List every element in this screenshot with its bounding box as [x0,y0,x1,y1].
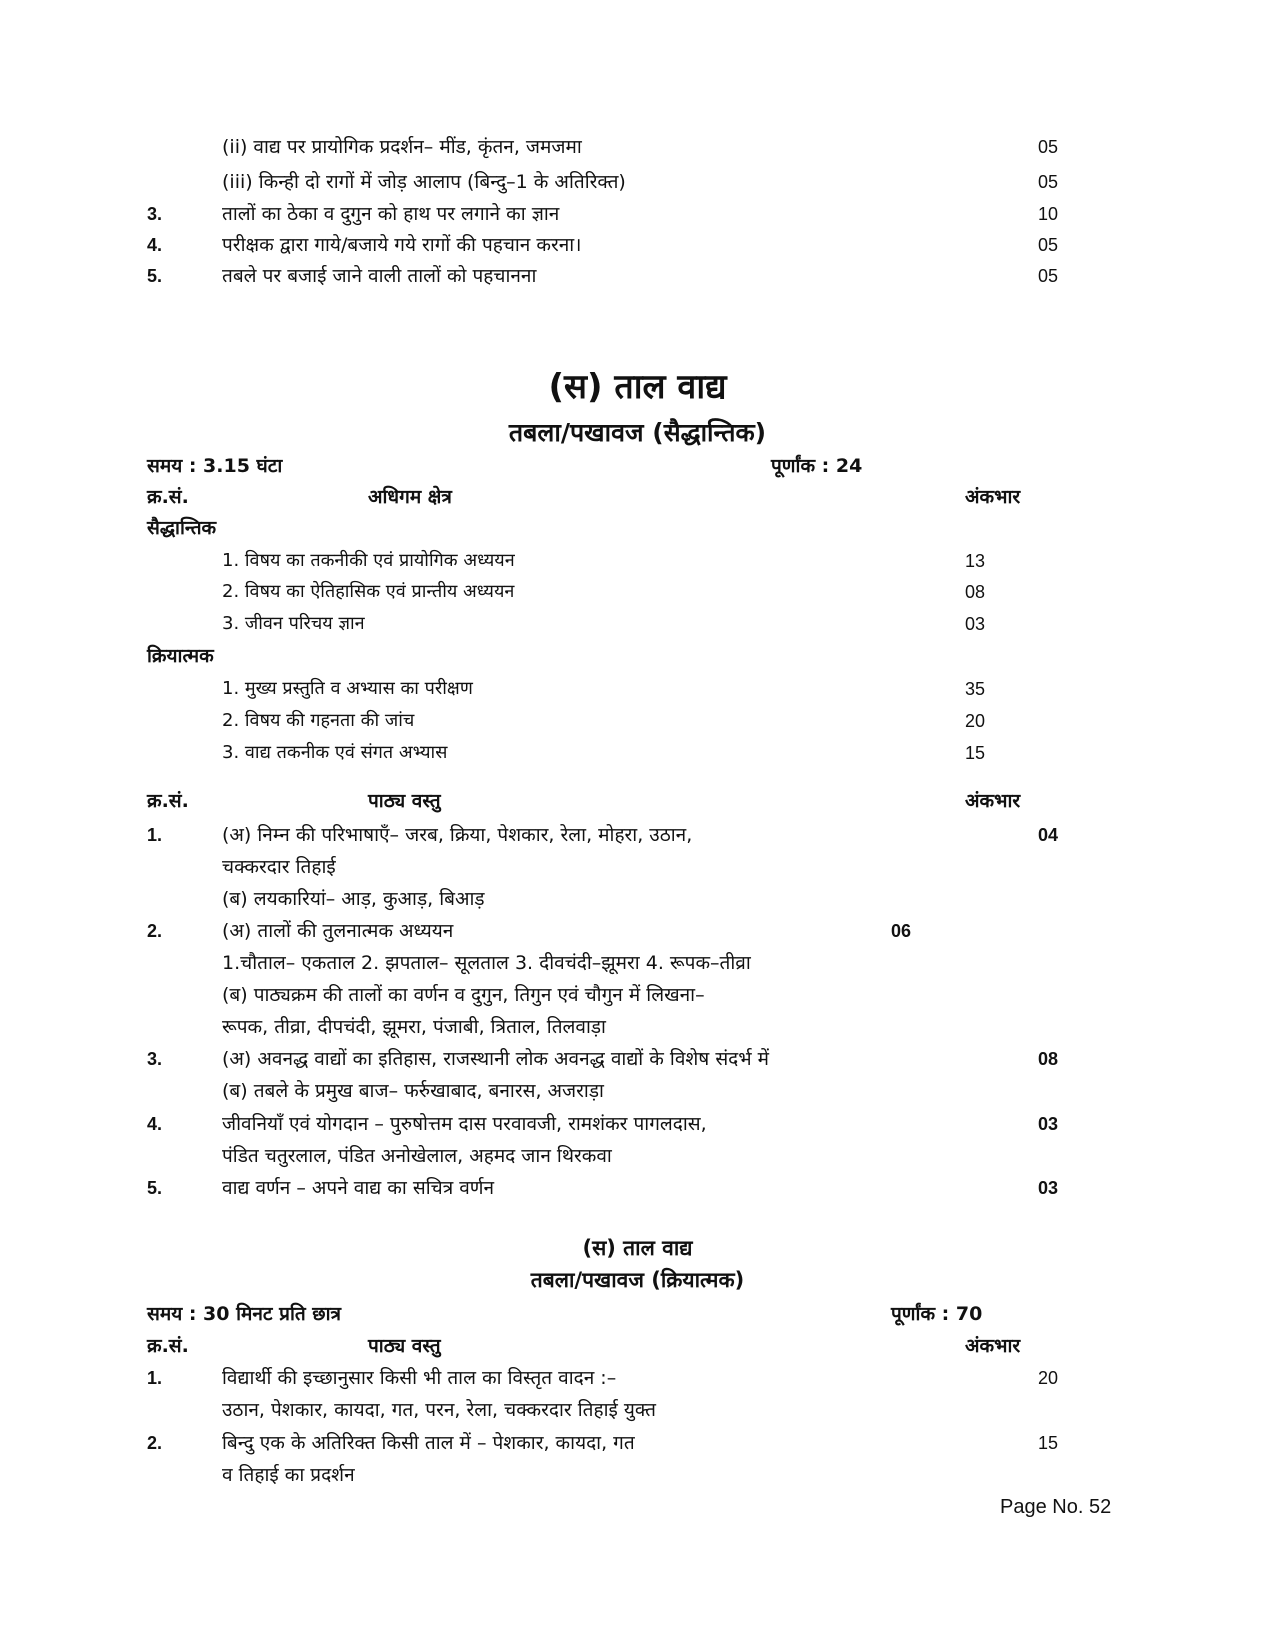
content-text: वाद्य वर्णन – अपने वाद्य का सचित्र वर्णन [222,1177,495,1199]
list-item [0,131,1275,163]
section-subtitle: तबला/पखावज (क्रियात्मक) [530,1268,745,1292]
content-row [0,1172,1275,1204]
content-row [0,1043,1275,1075]
item-number: 4. [147,235,163,255]
section-subtitle: तबला/पखावज (सैद्धान्तिक) [508,418,767,447]
item-marks: 10 [1038,204,1059,224]
item-text: परीक्षक द्वारा गाये/बजाये गये रागों की पहचान करना। [222,234,582,256]
content-text: 1.चौताल– एकताल 2. झपताल– सूलताल 3. दीवचंदी–झूमरा 4. रूपक–तीव्रा [222,952,751,974]
content-row [0,979,1275,1011]
section-title: (स) ताल वाद्य [548,367,727,407]
content-row [0,1011,1275,1043]
content-text: (अ) अवनद्ध वाद्यों का इतिहास, राजस्थानी लोक अवनद्ध वाद्यों के विशेष संदर्भ में [222,1048,770,1070]
content-text: (अ) तालों की तुलनात्मक अध्ययन [222,920,454,942]
item-number: 4. [147,1114,163,1134]
content-text: व तिहाई का प्रदर्शन [222,1464,355,1486]
table-row [0,576,1275,608]
content-marks: 03 [1038,1178,1059,1198]
item-text: (ii) वाद्य पर प्रायोगिक प्रदर्शन– मींड, कृंतन, जमजमा [222,136,582,158]
item-text: तालों का ठेका व दुगुन को हाथ पर लगाने का ज्ञान [222,203,560,225]
content-row [0,1140,1275,1172]
content-row [0,1362,1275,1394]
content-row [0,1427,1275,1459]
table-header [0,785,1275,817]
item-text: (iii) किन्ही दो रागों में जोड़ आलाप (बिन्दु–1 के अतिरिक्त) [222,171,626,193]
content-row [0,947,1275,979]
group-label-row [0,640,1275,672]
content-row [0,1394,1275,1426]
content-text: (ब) लयकारियां– आड़, कुआड़, बिआड़ [222,888,485,910]
area-marks: 15 [965,743,986,763]
col-weight: अंकभार [965,790,1021,812]
area-text: 3. जीवन परिचय ज्ञान [222,613,365,634]
item-marks: 05 [1038,266,1059,286]
item-text: तबले पर बजाई जाने वाली तालों को पहचानना [222,265,537,287]
content-row [0,915,1275,947]
exam-info-row [0,1298,1275,1330]
table-row [0,705,1275,737]
list-item [0,229,1275,261]
col-content: पाठ्य वस्तु [368,790,441,812]
col-weight: अंकभार [965,1335,1021,1357]
col-area: अधिगम क्षेत्र [368,486,452,508]
content-text: उठान, पेशकार, कायदा, गत, परन, रेला, चक्करदार तिहाई युक्त [222,1399,656,1421]
group-label-theory: सैद्धान्तिक [147,517,217,539]
item-number: 1. [147,825,163,845]
exam-time: समय : 30 मिनट प्रति छात्र [147,1303,342,1325]
exam-time: समय : 3.15 घंटा [147,455,283,477]
list-item [0,198,1275,230]
table-row [0,545,1275,577]
item-number: 3. [147,1049,163,1069]
col-serial: क्र.सं. [147,1335,189,1357]
content-row [0,1075,1275,1107]
content-row [0,851,1275,883]
item-number: 5. [147,266,163,286]
col-serial: क्र.सं. [147,790,189,812]
section-title: (स) ताल वाद्य [582,1236,693,1260]
area-text: 3. वाद्य तकनीक एवं संगत अभ्यास [222,742,448,763]
item-marks: 05 [1038,172,1059,192]
item-number: 3. [147,204,163,224]
area-text: 1. विषय का तकनीकी एवं प्रायोगिक अध्ययन [222,550,515,571]
item-marks: 05 [1038,235,1059,255]
content-marks: 03 [1038,1114,1059,1134]
content-row [0,1108,1275,1140]
content-row [0,1459,1275,1491]
full-marks: पूर्णांक : 24 [771,455,863,477]
area-text: 2. विषय का ऐतिहासिक एवं प्रान्तीय अध्ययन [222,581,515,602]
table-header [0,1330,1275,1362]
area-marks: 03 [965,614,986,634]
content-text: पंडित चतुरलाल, पंडित अनोखेलाल, अहमद जान थिरकवा [222,1145,612,1167]
content-marks: 04 [1038,825,1059,845]
item-number: 1. [147,1368,163,1388]
content-text: (ब) पाठ्यक्रम की तालों का वर्णन व दुगुन, तिगुन एवं चौगुन में लिखना– [222,984,705,1006]
content-text: चक्करदार तिहाई [222,856,336,878]
group-label-row [0,512,1275,544]
table-header [0,481,1275,513]
area-text: 2. विषय की गहनता की जांच [222,710,415,731]
content-marks: 15 [1038,1433,1059,1453]
area-marks: 13 [965,551,986,571]
item-number: 2. [147,1433,163,1453]
content-text: (ब) तबले के प्रमुख बाज– फर्रुखाबाद, बनारस, अजराड़ा [222,1080,604,1102]
content-marks: 06 [891,921,912,941]
content-marks: 20 [1038,1368,1059,1388]
content-row [0,819,1275,851]
item-marks: 05 [1038,137,1059,157]
content-marks: 08 [1038,1049,1059,1069]
content-text: (अ) निम्न की परिभाषाएँ– जरब, क्रिया, पेशकार, रेला, मोहरा, उठान, [222,824,693,846]
col-serial: क्र.सं. [147,486,189,508]
table-row [0,737,1275,769]
area-marks: 35 [965,679,986,699]
area-text: 1. मुख्य प्रस्तुति व अभ्यास का परीक्षण [222,678,473,699]
group-label-practical: क्रियात्मक [147,645,214,667]
item-number: 5. [147,1178,163,1198]
full-marks: पूर्णांक : 70 [891,1303,983,1325]
list-item [0,166,1275,198]
item-number: 2. [147,921,163,941]
col-weight: अंकभार [965,486,1021,508]
area-marks: 20 [965,711,986,731]
content-text: जीवनियाँ एवं योगदान – पुरुषोत्तम दास परवावजी, रामशंकर पागलदास, [222,1113,707,1135]
col-content: पाठ्य वस्तु [368,1335,441,1357]
content-text: विद्यार्थी की इच्छानुसार किसी भी ताल का विस्तृत वादन :– [222,1367,617,1389]
content-text: रूपक, तीव्रा, दीपचंदी, झूमरा, पंजाबी, त्रिताल, तिलवाड़ा [222,1016,606,1038]
content-row [0,883,1275,915]
table-row [0,673,1275,705]
content-text: बिन्दु एक के अतिरिक्त किसी ताल में – पेशकार, कायदा, गत [222,1432,635,1454]
area-marks: 08 [965,582,986,602]
exam-info-row [0,450,1275,482]
list-item [0,260,1275,292]
table-row [0,608,1275,640]
page-number: Page No. 52 [1000,1496,1112,1518]
